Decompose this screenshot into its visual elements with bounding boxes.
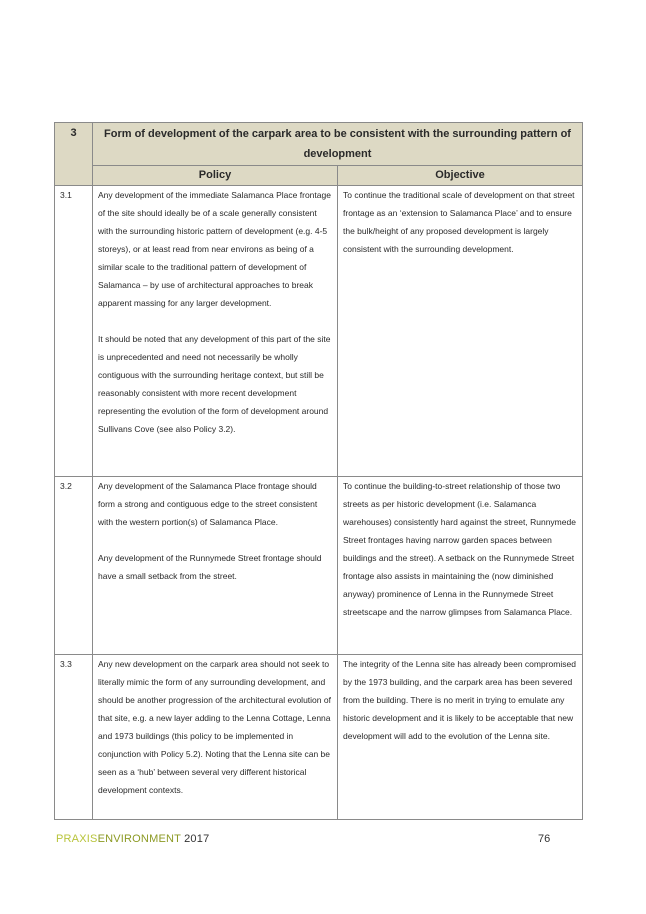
objective-paragraph: The integrity of the Lenna site has already been compromised by the 1973 building, and the carpark area has been severed from the building. There is no merit in trying to emulate any historic development and it is likely to be acceptable that new development will add to the evolution of the Lenna site. <box>343 659 576 741</box>
table-row <box>55 186 583 477</box>
row-number: 3.2 <box>55 477 93 655</box>
policy-cell <box>93 477 338 655</box>
policy-paragraph: Any development of the Runnymede Street frontage should have a small setback from the street. <box>98 553 322 581</box>
row-number: 3.1 <box>55 186 93 477</box>
objective-paragraph: To continue the building-to-street relationship of those two streets as per historic development (i.e. Salamanca warehouses) consistently hard against the street, Runnymede Street frontages having narrow garden spaces between buildings and the street). A setback on the Runnymede Street frontage also assists in maintaining the (now diminished anyway) prominence of Lenna in the Runnymede Street streetscape and the narrow glimpses from Salamanca Place. <box>343 481 576 617</box>
objective-cell <box>338 655 583 820</box>
section-title: Form of development of the carpark area to be consistent with the surrounding pattern of development <box>93 123 583 166</box>
section-number: 3 <box>55 123 93 186</box>
row-number: 3.3 <box>55 655 93 820</box>
policy-cell <box>93 655 338 820</box>
policy-cell <box>93 186 338 477</box>
policy-paragraph: Any development of the immediate Salamanca Place frontage of the site should ideally be of a scale generally consistent with the surrounding historic pattern of development (e.g. 4-5 storeys), or at least read from near environs as being of a similar scale to the traditional pattern of development of Salamanca – by use of architectural approaches to break apparent massing for any larger development. <box>98 190 331 308</box>
footer-brand <box>56 833 209 845</box>
objective-column-header: Objective <box>338 166 583 186</box>
policy-table <box>54 122 583 820</box>
brand-environment: ENVIRONMENT <box>97 833 181 845</box>
objective-paragraph: To continue the traditional scale of development on that street frontage as an ‘extension to Salamanca Place’ and to ensure the bulk/height of any proposed development is largely consistent with the surrounding development. <box>343 190 575 254</box>
brand-praxis: PRAXIS <box>56 833 98 845</box>
objective-cell <box>338 186 583 477</box>
policy-column-header: Policy <box>93 166 338 186</box>
footer-year: 2017 <box>180 833 210 845</box>
objective-cell <box>338 477 583 655</box>
policy-paragraph: Any new development on the carpark area should not seek to literally mimic the form of any surrounding development, and should be another progression of the architectural evolution of that site, e.g. a new layer adding to the Lenna Cottage, Lenna and 1973 buildings (this policy to be implemented in conjunction with Policy 5.2). Noting that the Lenna site can be seen as a ‘hub’ between several very different historical development contexts. <box>98 659 331 795</box>
table-row <box>55 477 583 655</box>
policy-paragraph: It should be noted that any development of this part of the site is unprecedented and need not necessarily be wholly contiguous with the surrounding heritage context, but still be reasonably consistent with more recent development representing the evolution of the form of development around Sullivans Cove (see also Policy 3.2). <box>98 334 331 434</box>
page-number: 76 <box>538 833 551 845</box>
table-row <box>55 655 583 820</box>
policy-paragraph: Any development of the Salamanca Place frontage should form a strong and contiguous edge to the street consistent with the western portion(s) of Salamanca Place. <box>98 481 318 527</box>
